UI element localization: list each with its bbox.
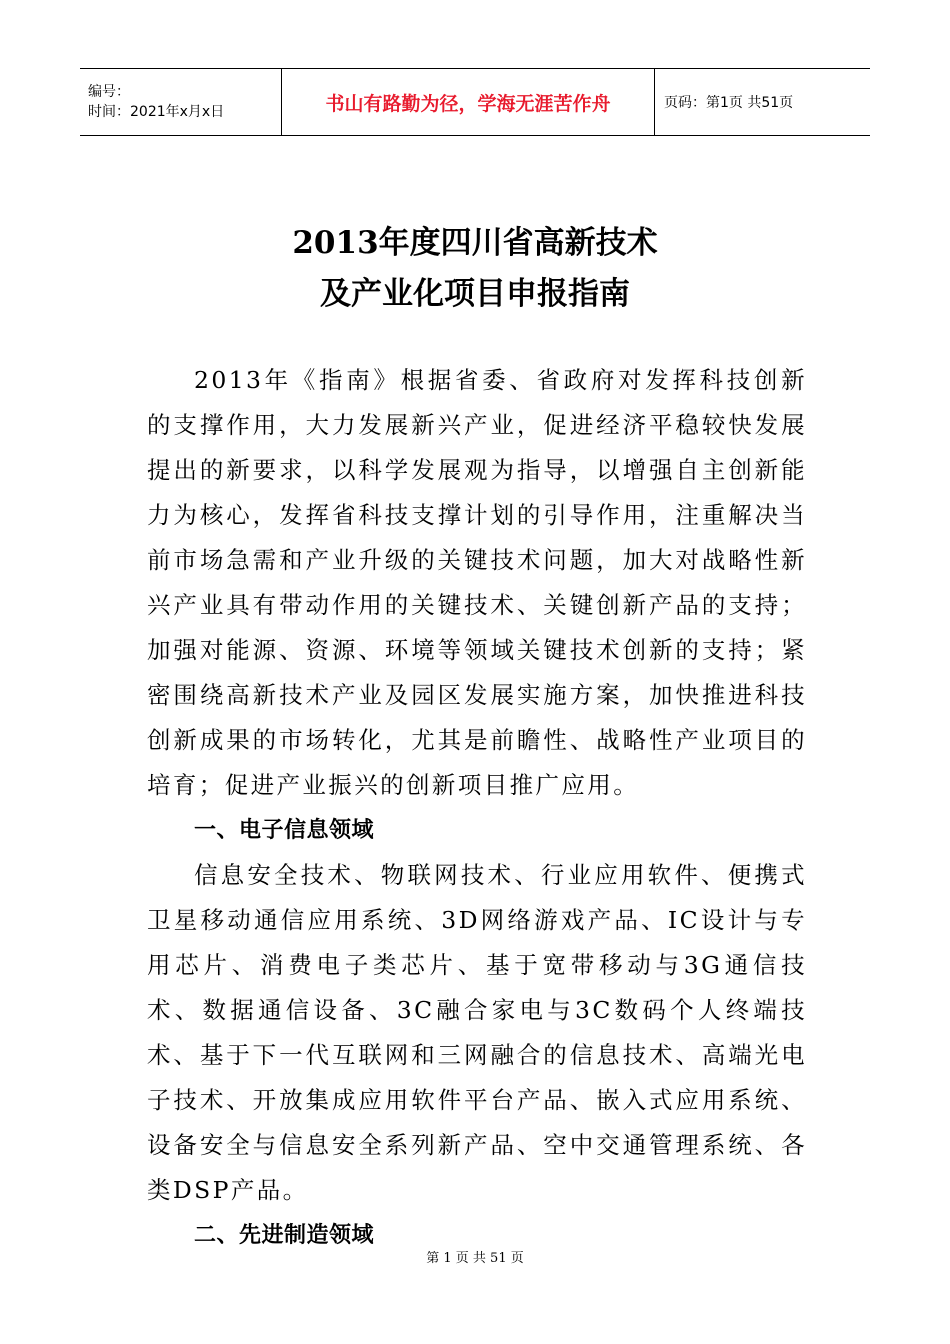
header-page-info (655, 69, 870, 135)
document-title-line2: 及产业化项目申报指南 (320, 276, 630, 312)
page-info-text: 页码：第1页 共51页 (664, 95, 794, 111)
section1-paragraph: 信息安全技术、物联网技术、行业应用软件、便携式卫星移动通信应用系统、3D网络游戏产品、IC设计与专用芯片、消费电子类芯片、基于宽带移动与3G通信技术、数据通信设备、3C融合家电与3C数码个人终端技术、基于下一代互联网和三网融合的信息技术、高端光电子技术、开放集成应用软件平台产品、嵌入式应用系统、设备安全与信息安全系列新产品、空中交通管理系统、各类DSP产品。 (147, 861, 807, 1204)
document-title-line1: 2013年度四川省高新技术 (292, 225, 658, 261)
time-label: 时间：2021年x月x日 (88, 104, 225, 120)
page-footer: 第 1 页 共 51 页 (426, 1251, 524, 1266)
header-meta (80, 69, 282, 135)
intro-paragraph: 2013年《指南》根据省委、省政府对发挥科技创新的支撑作用，大力发展新兴产业，促进经济平稳较快发展提出的新要求，以科学发展观为指导，以增强自主创新能力为核心，发挥省科技支撑计划的引导作用，注重解决当前市场急需和产业升级的关键技术问题，加大对战略性新兴产业具有带动作用的关键技术、关键创新产品的支持；加强对能源、资源、环境等领域关键技术创新的支持；紧密围绕高新技术产业及园区发展实施方案，加快推进科技创新成果的市场转化，尤其是前瞻性、战略性产业项目的培育；促进产业振兴的创新项目推广应用。 (147, 366, 807, 799)
motto-text: 书山有路勤为径，学海无涯苦作舟 (325, 92, 611, 115)
header-motto (282, 69, 655, 135)
header-table (80, 68, 870, 136)
section1-heading: 一、电子信息领域 (194, 818, 375, 843)
number-label: 编号： (88, 84, 130, 100)
document-body (147, 358, 807, 1258)
section2-heading: 二、先进制造领域 (194, 1223, 375, 1248)
